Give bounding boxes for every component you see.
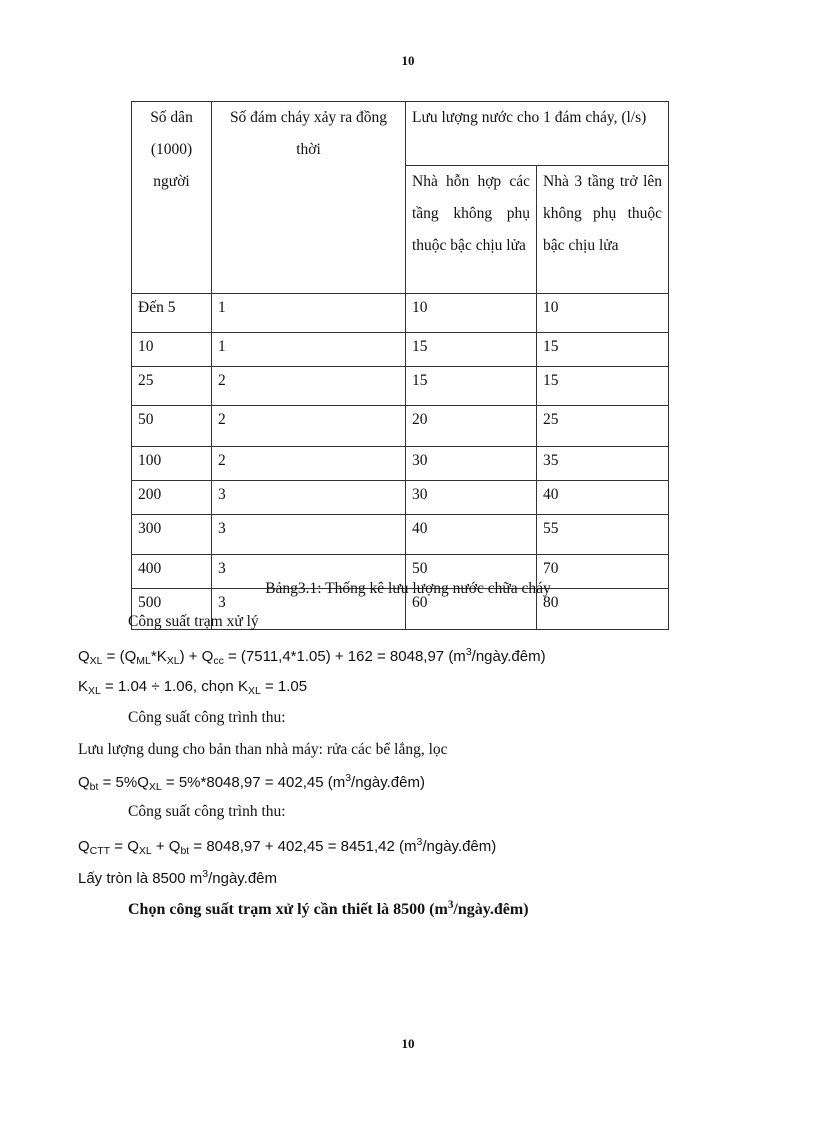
header-mixed-building: Nhà hỗn hợp các tầng không phụ thuộc bậc chịu lửa <box>406 166 537 294</box>
cell-mixed: 30 <box>406 447 537 481</box>
formula-part: /ngày.đêm) <box>471 648 546 665</box>
qctt-formula <box>78 836 496 857</box>
cell-population: 50 <box>132 406 212 447</box>
table-row <box>132 406 669 447</box>
page-number-bottom: 10 <box>401 1036 415 1051</box>
cell-population: 100 <box>132 447 212 481</box>
formula-subscript: cc <box>213 655 224 667</box>
formula-part: ) + Q <box>179 648 214 665</box>
cell-mixed: 20 <box>406 406 537 447</box>
formula-part: /ngày.đêm) <box>422 838 497 855</box>
conclusion-part: Chọn công suất trạm xử lý cần thiết là 8500 (m <box>128 901 448 918</box>
header-population-line: Số dân <box>150 109 193 126</box>
rounded-line <box>78 868 277 887</box>
formula-subscript: XL <box>166 655 180 667</box>
cell-three-floor: 70 <box>537 555 669 589</box>
conclusion-part: /ngày.đêm) <box>453 901 529 918</box>
formula-superscript: 3 <box>465 646 472 658</box>
cell-fires: 1 <box>212 333 406 367</box>
formula-subscript: XL <box>138 845 152 857</box>
intake-capacity-heading-2: Công suất công trình thu: <box>128 803 286 820</box>
intake-capacity-heading-1: Công suất công trình thu: <box>128 709 286 726</box>
header-fires-line: thời <box>296 141 321 158</box>
formula-subscript: XL <box>88 685 101 697</box>
formula-part: + Q <box>151 838 181 855</box>
formula-superscript: 3 <box>345 772 352 784</box>
formula-part: Lấy tròn là 8500 m <box>78 870 203 887</box>
cell-fires: 1 <box>212 294 406 333</box>
cell-three-floor: 40 <box>537 481 669 515</box>
header-population <box>132 102 212 294</box>
qbt-formula <box>78 772 425 793</box>
cell-mixed: 50 <box>406 555 537 589</box>
cell-three-floor: 80 <box>537 589 669 630</box>
cell-three-floor: 25 <box>537 406 669 447</box>
cell-population: 200 <box>132 481 212 515</box>
header-population-line: (1000) <box>150 141 193 158</box>
header-simultaneous-fires <box>212 102 406 294</box>
header-flow-per-fire: Lưu lượng nước cho 1 đám cháy, (l/s) <box>406 102 669 166</box>
table-row <box>132 515 669 555</box>
conclusion-superscript: 3 <box>447 899 454 911</box>
table-row <box>132 294 669 333</box>
fire-flow-table <box>131 101 669 630</box>
formula-part: = Q <box>110 838 139 855</box>
cell-three-floor: 15 <box>537 333 669 367</box>
formula-part: *K <box>150 648 167 665</box>
table-row <box>132 481 669 515</box>
formula-part: = (7511,4*1.05) + 162 = 8048,97 (m <box>223 648 466 665</box>
cell-fires: 2 <box>212 367 406 406</box>
page-number-top: 10 <box>401 53 415 68</box>
table-header-row <box>132 102 669 166</box>
formula-subscript: bt <box>180 845 190 857</box>
formula-part: = 5%Q <box>98 774 149 791</box>
kxl-line <box>78 678 307 697</box>
formula-part: = 5%*8048,97 = 402,45 (m <box>161 774 346 791</box>
formula-part: = 8048,97 + 402,45 = 8451,42 (m <box>189 838 417 855</box>
cell-population: 500 <box>132 589 212 630</box>
formula-part: = 1.04 ÷ 1.06, chọn K <box>100 678 248 695</box>
formula-subscript: XL <box>247 685 261 697</box>
formula-subscript: XL <box>148 781 162 793</box>
formula-subscript: XL <box>89 655 103 667</box>
formula-part: /ngày.đêm <box>208 870 278 887</box>
formula-part: = (Q <box>102 648 137 665</box>
formula-superscript: 3 <box>416 836 423 848</box>
self-use-line: Lưu lượng dung cho bản than nhà máy: rửa các bể lắng, lọc <box>78 741 448 758</box>
cell-fires: 2 <box>212 406 406 447</box>
cell-mixed: 40 <box>406 515 537 555</box>
header-population-line: người <box>153 173 190 190</box>
cell-population: 25 <box>132 367 212 406</box>
cell-population: 400 <box>132 555 212 589</box>
cell-three-floor: 55 <box>537 515 669 555</box>
cell-three-floor: 15 <box>537 367 669 406</box>
cell-fires: 3 <box>212 589 406 630</box>
cell-three-floor: 35 <box>537 447 669 481</box>
formula-part: K <box>78 678 89 695</box>
formula-part: /ngày.đêm) <box>351 774 425 791</box>
table-row <box>132 447 669 481</box>
formula-subscript: bt <box>89 781 99 793</box>
cell-mixed: 15 <box>406 367 537 406</box>
cell-mixed: 30 <box>406 481 537 515</box>
formula-part: Q <box>78 648 90 665</box>
formula-subscript: CTT <box>89 845 111 857</box>
cell-population: 300 <box>132 515 212 555</box>
cell-fires: 3 <box>212 481 406 515</box>
formula-part: = 1.05 <box>260 678 308 695</box>
station-capacity-heading: Công suất trạm xử lý <box>128 613 259 630</box>
cell-population: 10 <box>132 333 212 367</box>
cell-fires: 3 <box>212 515 406 555</box>
table-row <box>132 367 669 406</box>
cell-mixed: 60 <box>406 589 537 630</box>
cell-mixed: 10 <box>406 294 537 333</box>
formula-part: Q <box>78 774 90 791</box>
table-caption: Bảng3.1: Thống kê lưu lượng nước chữa cháy <box>265 580 551 597</box>
qxl-formula <box>78 646 546 667</box>
cell-fires: 3 <box>212 555 406 589</box>
header-three-floor-building: Nhà 3 tầng trở lên không phụ thuộc bậc chịu lửa <box>537 166 669 294</box>
formula-part: Q <box>78 838 90 855</box>
header-fires-line: Số đám cháy xảy ra đồng <box>229 109 388 126</box>
formula-superscript: 3 <box>202 868 209 880</box>
table-row <box>132 333 669 367</box>
cell-mixed: 15 <box>406 333 537 367</box>
cell-population: Đến 5 <box>132 294 212 333</box>
formula-subscript: ML <box>136 655 151 667</box>
cell-fires: 2 <box>212 447 406 481</box>
conclusion-line <box>128 899 529 919</box>
cell-three-floor: 10 <box>537 294 669 333</box>
